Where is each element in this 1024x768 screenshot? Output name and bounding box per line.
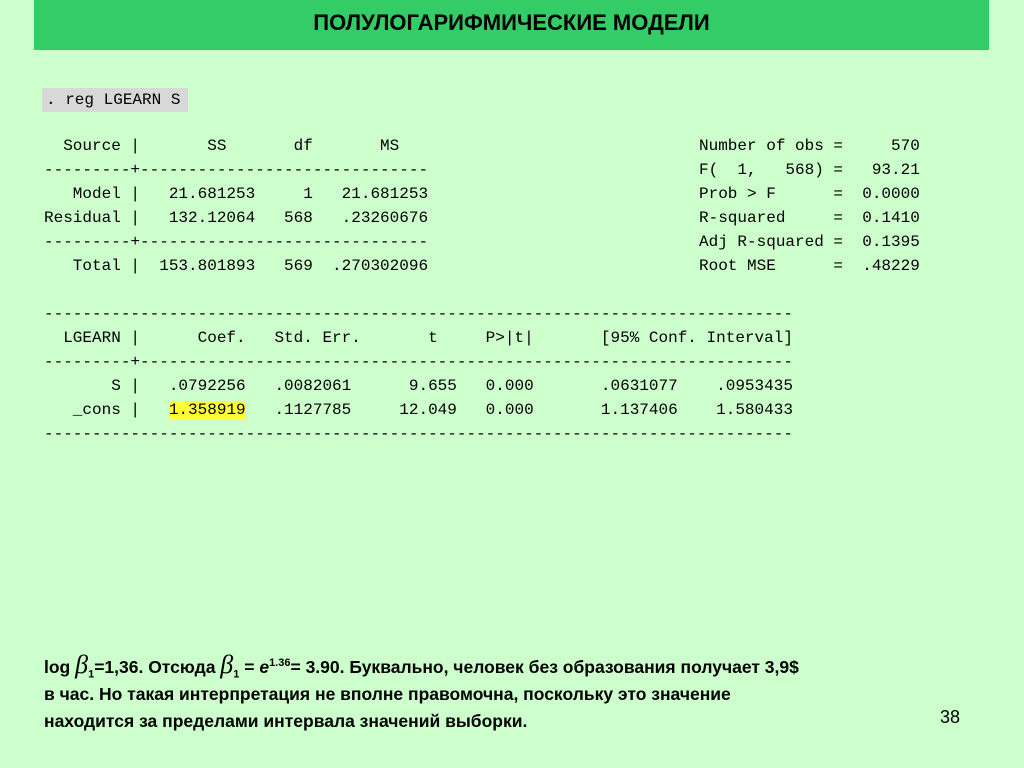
stat-r-squared: R-squared = 0.1410	[699, 209, 920, 227]
title-bar	[34, 0, 989, 50]
anova-separator-2: ---------+------------------------------	[44, 233, 429, 251]
footer-line-3: находится за пределами интервала значений выборки.	[44, 711, 528, 731]
anova-header: Source | SS df MS	[44, 137, 400, 155]
footer-line-2: в час. Но такая интерпретация не вполне правомочна, поскольку это значение	[44, 684, 731, 704]
footer-line-1: $\log \beta_1=1,36$. Отсюда $\beta_1 = e^{1.36}= 3.90$. Буквально, человек без образования получает 3,9$	[44, 650, 799, 681]
stat-number-of-obs: Number of obs = 570	[699, 137, 920, 155]
cons-coef-highlight: 1.358919	[168, 401, 246, 419]
slide-title: ПОЛУЛОГАРИФМИЧЕСКИЕ МОДЕЛИ	[313, 10, 710, 35]
footer-text	[44, 650, 974, 735]
beta-symbol: β	[75, 650, 89, 679]
slide-number: 38	[940, 707, 961, 727]
cons-rest: .1127785 12.049 0.000 1.137406 1.580433	[245, 401, 793, 419]
stat-f: F( 1, 568) = 93.21	[699, 161, 920, 179]
coef-header: LGEARN | Coef. Std. Err. t P>|t| [95% Conf. Interval]	[44, 329, 793, 347]
coef-rule-bottom: ------------------------------------------------------------------------------	[44, 425, 793, 443]
coef-separator: ---------+--------------------------------------------------------------------	[44, 353, 793, 371]
coef-row-cons	[44, 398, 793, 422]
cons-label: _cons |	[44, 401, 169, 419]
stat-root-mse: Root MSE = .48229	[699, 257, 920, 275]
anova-row-residual: Residual | 132.12064 568 .23260676	[44, 209, 429, 227]
anova-separator: ---------+------------------------------	[44, 161, 429, 179]
anova-row-model: Model | 21.681253 1 21.681253	[44, 185, 429, 203]
stat-prob-f: Prob > F = 0.0000	[699, 185, 920, 203]
stata-command: . reg LGEARN S	[42, 88, 188, 112]
stat-adj-r-squared: Adj R-squared = 0.1395	[699, 233, 920, 251]
anova-row-total: Total | 153.801893 569 .270302096	[44, 257, 429, 275]
coef-rule-top: ------------------------------------------------------------------------------	[44, 305, 793, 323]
coef-row-s: S | .0792256 .0082061 9.655 0.000 .0631077 .0953435	[44, 377, 793, 395]
beta-symbol-2: β	[220, 650, 234, 679]
